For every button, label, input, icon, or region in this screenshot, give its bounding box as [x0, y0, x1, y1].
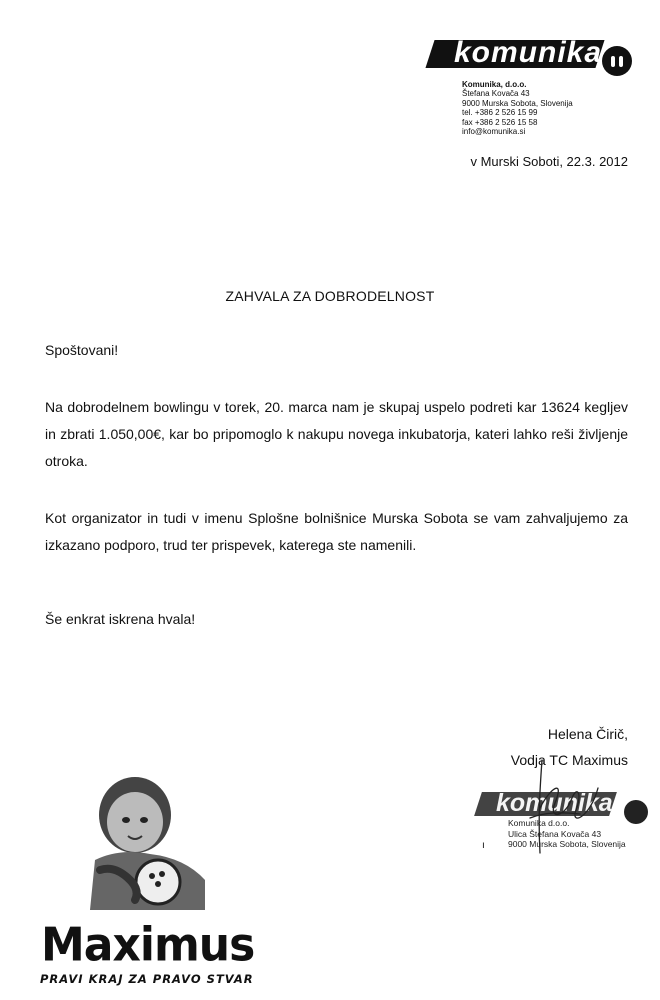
maximus-brand: Maximus — [41, 918, 255, 973]
closing-line: Še enkrat iskrena hvala! — [45, 611, 196, 627]
signer-role: Vodja TC Maximus — [510, 752, 628, 768]
company-address — [462, 80, 573, 136]
komunika-logo — [430, 26, 635, 78]
company-email: info@komunika.si — [462, 127, 526, 137]
stamp-line-2: Ulica Štefana Kovača 43 — [508, 828, 602, 839]
signer-name: Helena Čirič, — [547, 726, 628, 742]
maximus-tagline: PRAVI KRAJ ZA PRAVO STVAR — [40, 972, 254, 986]
bowling-ball-icon — [602, 46, 632, 76]
company-tel: tel. +386 2 526 15 99 — [462, 108, 538, 118]
paragraph-1: Na dobrodelnem bowlingu v torek, 20. marca nam je skupaj uspelo podreti kar 13624 kegljev in zbrati 1.050,00€, kar bo pripomoglo k nakupu novega inkubatorja, kateri lahko reši življenje otroka. — [45, 399, 628, 469]
company-name: Komunika, d.o.o. — [462, 80, 527, 89]
logo-text: komunika — [454, 36, 603, 69]
company-fax: fax +386 2 526 15 58 — [462, 117, 538, 127]
handwritten-signature — [510, 748, 600, 858]
stamp-logo-text: komunika — [496, 789, 613, 817]
date-line: v Murski Soboti, 22.3. 2012 — [470, 154, 628, 169]
salutation: Spoštovani! — [45, 342, 119, 358]
stamp-line-3: 9000 Murska Sobota, Slovenija — [508, 839, 626, 849]
stamp-mark: ı — [482, 840, 485, 851]
stamp-ball-icon — [624, 800, 648, 824]
paragraph-2: Kot organizator in tudi v imenu Splošne bolnišnice Murska Sobota se vam zahvaljujemo za izkazano podporo, trud ter prispevek, katerega ste namenili. — [45, 510, 628, 553]
letter-title: ZAHVALA ZA DOBRODELNOST — [225, 288, 435, 304]
company-city: 9000 Murska Sobota, Slovenija — [462, 98, 573, 108]
stamp-line-1: Komunika d.o.o. — [508, 818, 570, 828]
company-street: Štefana Kovača 43 — [462, 89, 530, 99]
baby-photo — [80, 770, 215, 910]
